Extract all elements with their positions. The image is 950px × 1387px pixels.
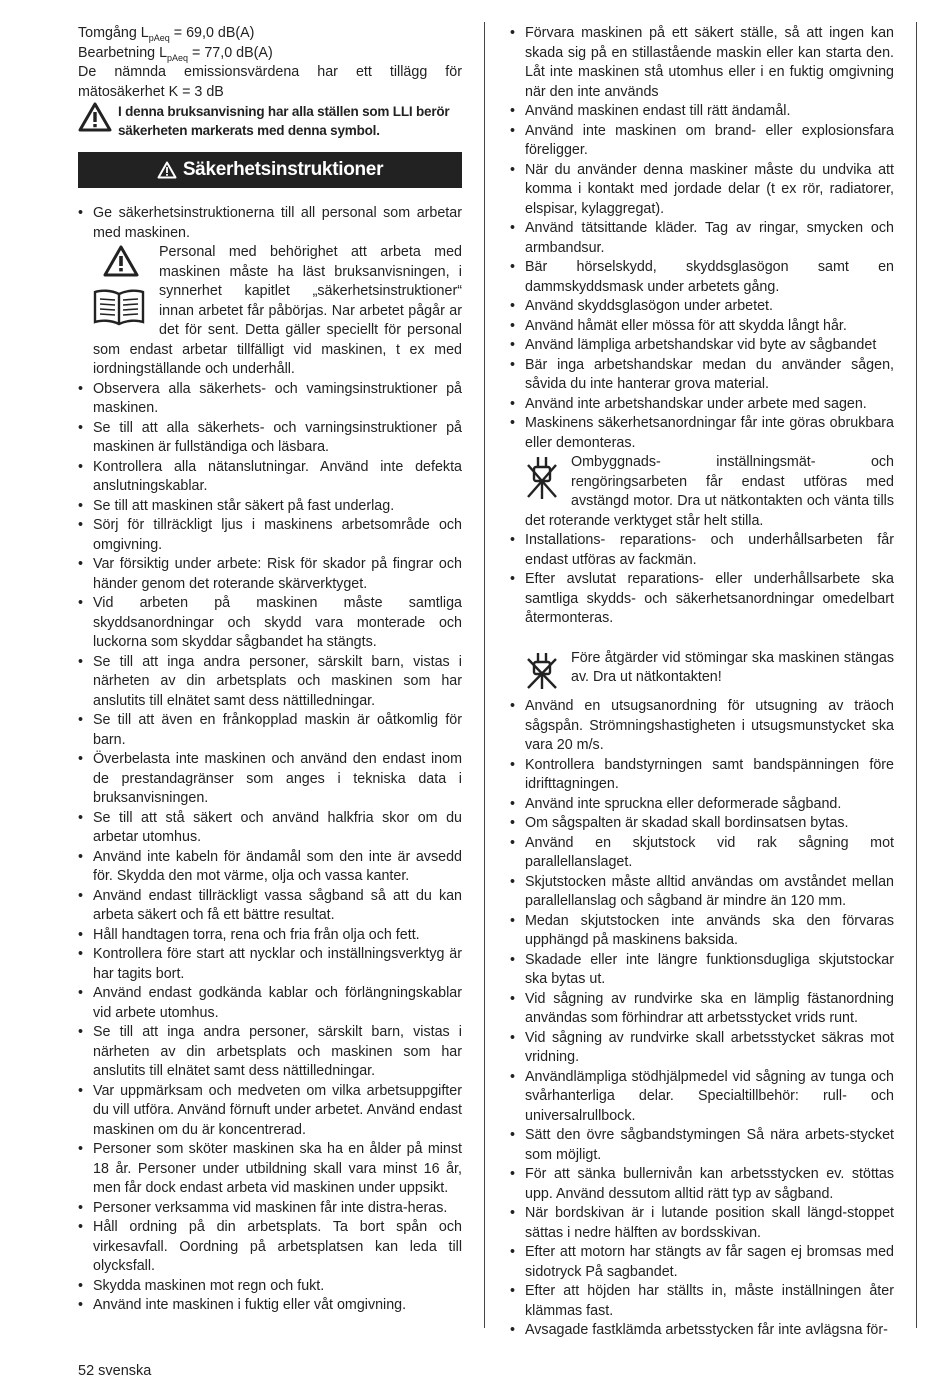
list-item: • Använd inte maskinen om brand- eller explosionsfara föreligger. [510,122,894,161]
crossed-plug-icon [525,455,565,508]
list-item: • Använd håmät eller mössa för att skydda långt hår. [510,317,894,337]
list-item: • Se till att alla säkerhets- och varningsinstruktioner på maskinen är fullständiga och läsbara. [78,419,462,458]
list-item: • Var försiktig under arbete: Risk för skador på fingrar och händer genom det roterande skärverktyget. [78,555,462,594]
list-item: • Använd inte spruckna eller deformerade sågband. [510,795,894,815]
list-item: • Använd skyddsglasögon under arbetet. [510,297,894,317]
list-item: • Personer verksamma vid maskinen får inte distra-heras. [78,1199,462,1219]
list-item: • Håll handtagen torra, rena och fria från olja och fett. [78,926,462,946]
list-item: • När du använder denna maskiner måste du undvika att komma i kontakt med jordade delar (t ex rör, radiatorer, elspisar, kylaggregat). [510,161,894,220]
read-manual-icons [93,245,151,332]
list-item: • Håll ordning på din arbetsplats. Ta bort spån och virkesavfall. Oordning på arbetsplatsen kan leda till olycksfall. [78,1218,462,1277]
page-number: 52 [78,1363,95,1379]
section-heading [78,152,462,188]
list-item: • Efter att höjden har ställts in, måste inställningen åter klämmas fast. [510,1282,894,1321]
list-item: • För att sänka bullernivån kan arbetsstycken ev. stöttas upp. Använd dessutom alltid rätt typ av sågband. [510,1165,894,1204]
left-column [78,24,462,1316]
list-item: • Var uppmärksam och medveten om vilka arbetsuppgifter du vill utföra. Använd förnuft under arbetet. Använd endast maskinen om du är koncentrerad. [78,1082,462,1141]
list-item: • Vid sågning av rundvirke skall arbetsstycket säkras mot vridning. [510,1029,894,1068]
list-item: • Sörj för tillräckligt ljus i maskinens arbetsområde och omgivning. [78,516,462,555]
list-item: • När bordskivan är i lutande position skall längd-stoppet sättas i nedre hälften av bordsskivan. [510,1204,894,1243]
list-item: • Sätt den övre sågbandstymingen Så nära arbets-stycket som möjligt. [510,1126,894,1165]
list-item: • Medan skjutstocken inte används ska den förvaras upphängd på maskinens baksida. [510,912,894,951]
list-item: • Använd en utsugsanordning för utsugning av träoch sågspån. Strömningshastigheten i utsugsmunstycket ska vara 20 m/s. [510,697,894,756]
list-item: • Vid arbeten på maskinen måste samtliga skyddsanordningar och skydd vara monterade och luckorna som skyddar sågbandet ha stängts. [78,594,462,653]
list-item: • Använd inte kabeln för ändamål som den inte är avsedd för. Skydda den mot värme, olja och vassa kanter. [78,848,462,887]
list-item: • Förvara maskinen på ett säkert ställe, så att ingen kan skada sig på en stillastående maskin eller kan starta den. Låt inte maskinen stå utomhus eller i en fuktig omgivning när den inte används [510,24,894,102]
unplug-note-2 [510,649,894,698]
list-item: • Personer som sköter maskinen ska ha en ålder på minst 18 år. Personer under utbildning skall vara minst 16 år, men får dock endast arbeta vid maskinen under uppsikt. [78,1140,462,1199]
page-footer [78,1362,151,1382]
list-item: • Använd inte arbetshandskar under arbete med sagen. [510,395,894,415]
list-item: • Kontrollera bandstyrningen samt bandspänningen före idrifttagningen. [510,756,894,795]
list-item: • Bär inga arbetshandskar medan du använder sågen, såvida du inte hanterar grova material. [510,356,894,395]
list-item: • Kontrollera alla nätanslutningar. Använd inte defekta anslutningskablar. [78,458,462,497]
warning-triangle-icon [157,161,177,179]
measurement-uncertainty: De nämnda emissionsvärdena har ett tillägg för mätosäkerhet K = 3 dB [78,64,462,100]
crossed-plug-icon [525,651,565,698]
intro-list [78,204,462,243]
footer-language: svenska [98,1363,152,1379]
list-item: • Använd endast tillräckligt vassa sågband så att du kan arbeta säkert och få ett bättre resultat. [78,887,462,926]
list-item: • Ge säkerhetsinstruktionerna till all personal som arbetar med maskinen. [78,204,462,243]
open-book-icon [93,288,151,333]
safety-list-right-c [510,697,894,1341]
right-margin-rule [916,22,917,1328]
list-item: • Kontrollera före start att nycklar och inställningsverktyg är har tagits bort. [78,945,462,984]
list-item: • Se till att även en frånkopplad maskin är oåtkomlig för barn. [78,711,462,750]
list-item: • Användlämpliga stödhjälpmedel vid sågning av tunga och svårhanterliga delar. Specialtillbehör: rull- och universalrullbock. [510,1068,894,1127]
list-item: • Se till att inga andra personer, särskilt barn, vistas i närheten av din arbetsplats och maskinen som har anslutits till elnätet samt dess nättilledningar. [78,1023,462,1082]
safety-list-left [78,380,462,1316]
list-item: • Använd inte maskinen i fuktig eller våt omgivning. [78,1296,462,1316]
list-item: • Skydda maskinen mot regn och fukt. [78,1277,462,1297]
list-item: • Installations- reparations- och underhållsarbeten får endast utföras av fackmän. [510,531,894,570]
list-item: • Observera alla säkerhets- och vamingsinstruktioner på maskinen. [78,380,462,419]
list-item: • Använd endast godkända kablar och förlängningskablar vid arbete utomhus. [78,984,462,1023]
list-item: • Se till att inga andra personer, särskilt barn, vistas i närheten av din arbetsplats och maskinen som har anslutits till elnätet samt dess nättilledningar. [78,653,462,712]
emission-values [78,24,462,102]
warning-triangle-icon [78,102,114,139]
list-item: • Skjutstocken måste alltid användas om avståndet mellan parallellanslag och sågband är mindre än 120 mm. [510,873,894,912]
list-item: • Använd maskinen endast till rätt ändamål. [510,102,894,122]
column-divider [484,22,485,1328]
list-item: • Efter att motorn har stängts av får sagen ej bromsas med sidotryck På sagbandet. [510,1243,894,1282]
list-item: • Skadade eller inte längre funktionsdugliga skjutstockar ska bytas ut. [510,951,894,990]
read-manual-block [78,243,462,380]
right-column [510,24,894,1341]
list-item: • Vid sågning av rundvirke ska en lämplig fästanordning användas som förhindrar att arbetsstycket vrids runt. [510,990,894,1029]
list-item: • Bär hörselskydd, skyddsglasögon samt en dammskyddsmask under arbetets gång. [510,258,894,297]
symbol-explanation [78,102,462,140]
list-item: • Avsagade fastklämda arbetsstycken får inte avlägsna för- [510,1321,894,1341]
list-item: • Använd en skjutstock vid rak sågning mot parallellanslaget. [510,834,894,873]
working-noise-line: Bearbetning $L_{pAeq} = 77,0$ dB(A) [78,44,273,63]
read-manual-text: Personal med behörighet att arbeta med maskinen måste ha läst bruksanvisningen, i synnerhet kapitlet „säkerhetsinstruktioner“ innan arbetet får påbörjas. Nar arbetet pågår ar det för sent. Detta gäller speciellt för personal som endast arbetar tillfälligt vid maskinen, t ex med iordningställande och underhåll. [93,244,462,377]
section-title: Säkerhetsinstruktioner [182,159,384,181]
unplug-note-1-text: Ombyggnads- inställningsmät- och rengöringsarbeten får endast utföras med avstängd motor. Dra ut nätkontakten och vänta tills det roterande verktyget står helt stilla. [525,454,894,529]
idle-noise-line: Tomgång $L_{pAeq} = 69,0$ dB(A) [78,25,255,43]
warning-triangle-icon [103,245,151,284]
list-item: • Om sågspalten är skadad skall bordinsatsen bytas. [510,814,894,834]
list-item: • Efter avslutat reparations- eller underhållsarbete ska samtliga skydds- och säkerhetsanordningar omedelbart återmonteras. [510,570,894,629]
list-item: • Se till att maskinen står säkert på fast underlag. [78,497,462,517]
list-item: • Använd tätsittande kläder. Tag av ringar, smycken och armbandsur. [510,219,894,258]
list-item: • Se till att stå säkert och använd halkfria skor om du arbetar utomhus. [78,809,462,848]
list-item: • Överbelasta inte maskinen och använd den endast inom de prestandagränser som anges i tekniska data i bruksanvisningen. [78,750,462,809]
safety-list-right-b [510,531,894,629]
list-item: • Maskinens säkerhetsanordningar får inte göras obrukbara eller demonteras. [510,414,894,453]
unplug-note-1 [510,453,894,531]
safety-list-right-a [510,24,894,453]
unplug-note-2-text: Före åtgärder vid stömingar ska maskinen stängas av. Dra ut nätkontakten! [571,649,894,685]
symbol-explanation-text: I denna bruksanvisning har alla ställen som LLI berör säkerheten markerats med denna symbol. [118,104,450,138]
list-item: • Använd lämpliga arbetshandskar vid byte av sågbandet [510,336,894,356]
